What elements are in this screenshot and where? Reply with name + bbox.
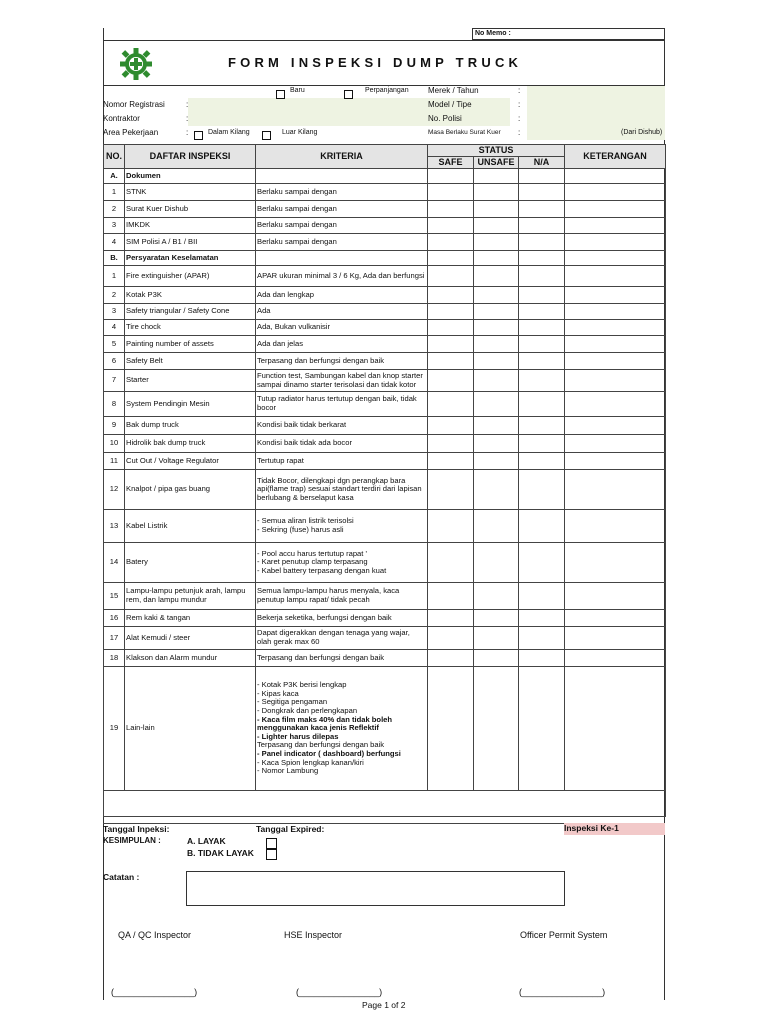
row-number: 17 [104, 627, 125, 650]
unsafe-cell[interactable] [474, 470, 519, 510]
row-number: 10 [104, 435, 125, 453]
safe-cell[interactable] [428, 234, 474, 251]
na-cell[interactable] [519, 201, 565, 218]
safe-cell[interactable] [428, 435, 474, 453]
section-row [104, 169, 666, 184]
table-row [104, 336, 666, 353]
criteria-line: - Kaca film maks 40% dan tidak boleh menggunakan kaca jenis Reflektif [257, 714, 393, 733]
merek-tahun-label: Merek / Tahun [428, 86, 479, 95]
criteria-line: - Segitiga pengaman [257, 697, 328, 707]
row-number: 14 [104, 543, 125, 583]
inspection-item: Kotak P3K [125, 287, 256, 304]
inspection-item: Surat Kuer Dishub [125, 201, 256, 218]
na-cell[interactable] [519, 169, 565, 184]
unsafe-cell[interactable] [474, 610, 519, 627]
keterangan-cell[interactable] [565, 610, 666, 627]
criteria-line: Kondisi baik tidak ada bocor [257, 438, 352, 448]
keterangan-cell[interactable] [565, 510, 666, 543]
keterangan-cell[interactable] [565, 184, 666, 201]
criteria-line: Terpasang dan berfungsi dengan baik [257, 652, 385, 662]
na-cell[interactable] [519, 251, 565, 266]
keterangan-cell[interactable] [565, 453, 666, 470]
table-row [104, 287, 666, 304]
table-row [104, 610, 666, 627]
keterangan-cell[interactable] [565, 266, 666, 287]
row-number: 15 [104, 583, 125, 610]
keterangan-cell[interactable] [565, 392, 666, 417]
layak-checkbox[interactable] [266, 838, 277, 849]
unsafe-cell[interactable] [474, 353, 519, 370]
unsafe-cell[interactable] [474, 417, 519, 435]
criteria-cell [256, 287, 428, 304]
na-cell[interactable] [519, 470, 565, 510]
masa-berlaku-label: Masa Berlaku Surat Kuer [428, 129, 501, 136]
criteria-cell [256, 417, 428, 435]
catatan-box[interactable] [186, 871, 565, 906]
criteria-line: - Lighter harus dilepas [257, 731, 339, 741]
keterangan-cell[interactable] [565, 370, 666, 392]
criteria-cell [256, 583, 428, 610]
unsafe-cell[interactable] [474, 304, 519, 320]
table-row [104, 184, 666, 201]
unsafe-cell[interactable] [474, 370, 519, 392]
criteria-cell [256, 169, 428, 184]
unsafe-cell[interactable] [474, 543, 519, 583]
safe-cell[interactable] [428, 201, 474, 218]
criteria-cell [256, 370, 428, 392]
unsafe-cell[interactable] [474, 184, 519, 201]
row-number: 3 [104, 304, 125, 320]
col-safe-header: SAFE [428, 157, 474, 169]
dari-dishub-note: (Dari Dishub) [621, 129, 663, 136]
criteria-cell [256, 650, 428, 667]
tidak-layak-checkbox[interactable] [266, 849, 277, 860]
safe-cell[interactable] [428, 353, 474, 370]
inspection-item: Safety triangular / Safety Cone [125, 304, 256, 320]
safe-cell[interactable] [428, 370, 474, 392]
criteria-cell [256, 266, 428, 287]
keterangan-cell[interactable] [565, 251, 666, 266]
safe-cell[interactable] [428, 320, 474, 336]
criteria-cell [256, 218, 428, 234]
na-cell[interactable] [519, 510, 565, 543]
table-row [104, 370, 666, 392]
safe-cell[interactable] [428, 453, 474, 470]
section-title: Dokumen [125, 169, 256, 184]
inspection-item: Bak dump truck [125, 417, 256, 435]
unsafe-cell[interactable] [474, 650, 519, 667]
criteria-cell [256, 320, 428, 336]
criteria-line: Semua lampu-lampu harus menyala, kaca penutup lampu rapat/ tidak pecah [257, 586, 400, 604]
na-cell[interactable] [519, 336, 565, 353]
col-unsafe-header: UNSAFE [474, 157, 519, 169]
criteria-cell [256, 336, 428, 353]
na-cell[interactable] [519, 184, 565, 201]
keterangan-cell[interactable] [565, 417, 666, 435]
keterangan-cell[interactable] [565, 353, 666, 370]
keterangan-cell[interactable] [565, 304, 666, 320]
keterangan-cell[interactable] [565, 218, 666, 234]
na-cell[interactable] [519, 453, 565, 470]
inspection-table [103, 144, 666, 817]
criteria-line: Ada, Bukan vulkanisir [257, 322, 331, 332]
na-cell[interactable] [519, 370, 565, 392]
na-cell[interactable] [519, 304, 565, 320]
perpanjangan-checkbox[interactable] [344, 90, 353, 99]
layak-label: A. LAYAK [187, 836, 226, 846]
na-cell[interactable] [519, 667, 565, 791]
inspection-table-body [104, 169, 666, 817]
criteria-line: Bekerja seketika, berfungsi dengan baik [257, 612, 392, 622]
criteria-cell [256, 453, 428, 470]
row-number: 2 [104, 287, 125, 304]
inspection-item: Knalpot / pipa gas buang [125, 470, 256, 510]
safe-cell[interactable] [428, 510, 474, 543]
table-row [104, 304, 666, 320]
na-cell[interactable] [519, 234, 565, 251]
criteria-cell [256, 667, 428, 791]
table-row [104, 470, 666, 510]
criteria-line: Terpasang dan berfungsi dengan baik [257, 740, 385, 750]
luar-kilang-checkbox[interactable] [262, 131, 271, 140]
criteria-line: Ada dan jelas [257, 338, 304, 348]
inspection-item: Tire chock [125, 320, 256, 336]
inspection-item: System Pendingin Mesin [125, 392, 256, 417]
unsafe-cell[interactable] [474, 266, 519, 287]
row-number: 11 [104, 453, 125, 470]
unsafe-cell[interactable] [474, 336, 519, 353]
col-kriteria-header: KRITERIA [256, 145, 428, 169]
dalam-kilang-checkbox[interactable] [194, 131, 203, 140]
criteria-line: - Kaca Spion lengkap kanan/kiri [257, 757, 364, 767]
no-polisi-field[interactable] [527, 112, 665, 126]
inspection-item: Safety Belt [125, 353, 256, 370]
safe-cell[interactable] [428, 336, 474, 353]
baru-checkbox[interactable] [276, 90, 285, 99]
row-number: 5 [104, 336, 125, 353]
col-keterangan-header: KETERANGAN [565, 145, 666, 169]
row-number: 1 [104, 266, 125, 287]
inspection-item: Batery [125, 543, 256, 583]
tidak-layak-label: B. TIDAK LAYAK [187, 848, 254, 858]
inspection-item: STNK [125, 184, 256, 201]
unsafe-cell[interactable] [474, 583, 519, 610]
table-row [104, 583, 666, 610]
safe-cell[interactable] [428, 650, 474, 667]
keterangan-cell[interactable] [565, 336, 666, 353]
inspection-item: Lain-lain [125, 667, 256, 791]
criteria-cell [256, 353, 428, 370]
na-cell[interactable] [519, 218, 565, 234]
criteria-line: - Kabel battery terpasang dengan kuat [257, 565, 387, 575]
criteria-line: - Karet penutup clamp terpasang [257, 557, 368, 567]
safe-cell[interactable] [428, 392, 474, 417]
table-row [104, 353, 666, 370]
table-row [104, 234, 666, 251]
blank-row [104, 791, 666, 817]
table-row [104, 266, 666, 287]
colon: : [186, 114, 189, 123]
row-number: 12 [104, 470, 125, 510]
keterangan-cell[interactable] [565, 234, 666, 251]
unsafe-cell[interactable] [474, 251, 519, 266]
colon: : [186, 100, 189, 109]
catatan-label: Catatan : [103, 872, 140, 882]
na-cell[interactable] [519, 627, 565, 650]
hse-signature-line[interactable]: (________________) [296, 987, 383, 997]
inspeksi-ke-cell: Inspeksi Ke-1 [564, 823, 665, 835]
inspection-item: IMKDK [125, 218, 256, 234]
unsafe-cell[interactable] [474, 218, 519, 234]
col-no-header: NO. [104, 145, 125, 169]
criteria-cell [256, 510, 428, 543]
table-row [104, 201, 666, 218]
qa-qc-inspector-label: QA / QC Inspector [118, 930, 192, 940]
luar-kilang-label: Luar Kilang [282, 129, 318, 136]
safe-cell[interactable] [428, 266, 474, 287]
criteria-line: - Panel indicator ( dashboard) berfungsi [257, 748, 401, 758]
blank-cell [104, 791, 666, 817]
tanggal-expired-label: Tanggal Expired: [256, 824, 325, 834]
table-row [104, 453, 666, 470]
unsafe-cell[interactable] [474, 234, 519, 251]
row-number: 13 [104, 510, 125, 543]
na-cell[interactable] [519, 583, 565, 610]
na-cell[interactable] [519, 392, 565, 417]
criteria-line: - Kipas kaca [257, 688, 299, 698]
safe-cell[interactable] [428, 417, 474, 435]
keterangan-cell[interactable] [565, 287, 666, 304]
model-tipe-field[interactable] [527, 98, 665, 112]
safe-cell[interactable] [428, 251, 474, 266]
row-number: 4 [104, 320, 125, 336]
criteria-line: - Sekring (fuse) harus asli [257, 525, 344, 534]
unsafe-cell[interactable] [474, 453, 519, 470]
col-na-header: N/A [519, 157, 565, 169]
row-number: B. [104, 251, 125, 266]
table-row [104, 627, 666, 650]
criteria-line: Kondisi baik tidak berkarat [257, 420, 347, 430]
keterangan-cell[interactable] [565, 667, 666, 791]
row-number: 2 [104, 201, 125, 218]
safe-cell[interactable] [428, 287, 474, 304]
area-pekerjaan-label: Area Pekerjaan [103, 128, 159, 137]
criteria-cell [256, 184, 428, 201]
criteria-line: Terpasang dan berfungsi dengan baik [257, 355, 385, 365]
criteria-cell [256, 304, 428, 320]
unsafe-cell[interactable] [474, 435, 519, 453]
safe-cell[interactable] [428, 543, 474, 583]
section-title: Persyaratan Keselamatan [125, 251, 256, 266]
perpanjangan-label: Perpanjangan [365, 87, 409, 94]
unsafe-cell[interactable] [474, 627, 519, 650]
keterangan-cell[interactable] [565, 470, 666, 510]
row-number: 3 [104, 218, 125, 234]
table-row [104, 218, 666, 234]
inspection-item: Fire extinguisher (APAR) [125, 266, 256, 287]
qa-signature-line[interactable]: (________________) [111, 987, 198, 997]
na-cell[interactable] [519, 543, 565, 583]
colon: : [518, 128, 521, 137]
criteria-line: Berlaku sampai dengan [257, 220, 337, 230]
keterangan-cell[interactable] [565, 320, 666, 336]
criteria-line: Berlaku sampai dengan [257, 203, 337, 213]
keterangan-cell[interactable] [565, 650, 666, 667]
table-row [104, 392, 666, 417]
unsafe-cell[interactable] [474, 320, 519, 336]
row-number: 1 [104, 184, 125, 201]
criteria-line: - Dongkrak dan perlengkapan [257, 706, 358, 716]
safe-cell[interactable] [428, 610, 474, 627]
na-cell[interactable] [519, 417, 565, 435]
colon: : [518, 86, 521, 95]
criteria-line: - Kotak P3K berisi lengkap [257, 680, 347, 690]
kontraktor-label: Kontraktor [103, 114, 140, 123]
col-daftar-header: DAFTAR INSPEKSI [125, 145, 256, 169]
section-row [104, 251, 666, 266]
keterangan-cell[interactable] [565, 201, 666, 218]
table-row [104, 435, 666, 453]
table-row [104, 510, 666, 543]
safe-cell[interactable] [428, 627, 474, 650]
na-cell[interactable] [519, 650, 565, 667]
criteria-line: Berlaku sampai dengan [257, 236, 337, 246]
unsafe-cell[interactable] [474, 510, 519, 543]
row-number: A. [104, 169, 125, 184]
inspection-item: Painting number of assets [125, 336, 256, 353]
gear-cross-logo-icon [118, 47, 154, 81]
row-number: 18 [104, 650, 125, 667]
criteria-line: - Semua aliran listrik terisolsi [257, 516, 354, 526]
hse-inspector-label: HSE Inspector [284, 930, 343, 940]
unsafe-cell[interactable] [474, 169, 519, 184]
inspection-item: Klakson dan Alarm mundur [125, 650, 256, 667]
inspection-item: Starter [125, 370, 256, 392]
row-number: 19 [104, 667, 125, 791]
na-cell[interactable] [519, 353, 565, 370]
keterangan-cell[interactable] [565, 169, 666, 184]
criteria-cell [256, 470, 428, 510]
na-cell[interactable] [519, 266, 565, 287]
na-cell[interactable] [519, 287, 565, 304]
no-polisi-label: No. Polisi [428, 114, 462, 123]
row-number: 8 [104, 392, 125, 417]
table-row [104, 543, 666, 583]
criteria-cell [256, 251, 428, 266]
inspection-item: SIM Polisi A / B1 / BII [125, 234, 256, 251]
nomor-registrasi-label: Nomor Registrasi [103, 100, 165, 109]
row-number: 9 [104, 417, 125, 435]
table-row [104, 650, 666, 667]
safe-cell[interactable] [428, 470, 474, 510]
criteria-line: Ada dan lengkap [257, 289, 315, 299]
safe-cell[interactable] [428, 667, 474, 791]
row-number: 7 [104, 370, 125, 392]
keterangan-cell[interactable] [565, 627, 666, 650]
colon: : [518, 100, 521, 109]
criteria-line: - Pool accu harus tertutup rapat ' [257, 548, 367, 558]
keterangan-cell[interactable] [565, 435, 666, 453]
criteria-line: Berlaku sampai dengan [257, 186, 337, 196]
criteria-line: - Nomor Lambung [257, 766, 319, 776]
inspection-item: Cut Out / Voltage Regulator [125, 453, 256, 470]
safe-cell[interactable] [428, 583, 474, 610]
criteria-line: Tertutup rapat [257, 455, 304, 465]
colon: : [186, 128, 189, 137]
criteria-cell [256, 610, 428, 627]
keterangan-cell[interactable] [565, 583, 666, 610]
criteria-cell [256, 435, 428, 453]
criteria-line: Tutup radiator harus tertutup dengan baik, tidak bocor [257, 394, 417, 412]
table-row [104, 417, 666, 435]
officer-signature-line[interactable]: (________________) [519, 987, 606, 997]
inspection-item: Alat Kemudi / steer [125, 627, 256, 650]
inspection-item: Kabel Listrik [125, 510, 256, 543]
table-row [104, 320, 666, 336]
criteria-line: Tidak Bocor, dilengkapi dgn perangkap bara api(flame trap) sesuai standart terdiri dari lapisan berlubang & berselaput kasa [257, 475, 422, 502]
tanggal-inspeksi-label: Tanggal Inpeksi: [103, 824, 170, 834]
keterangan-cell[interactable] [565, 543, 666, 583]
table-row [104, 667, 666, 791]
criteria-cell [256, 201, 428, 218]
criteria-line: Ada [257, 306, 271, 316]
baru-label: Baru [290, 87, 305, 94]
safe-cell[interactable] [428, 184, 474, 201]
unsafe-cell[interactable] [474, 287, 519, 304]
page-number: Page 1 of 2 [362, 1000, 406, 1010]
criteria-cell [256, 627, 428, 650]
inspection-item: Rem kaki & tangan [125, 610, 256, 627]
inspection-item: Lampu-lampu petunjuk arah, lampu rem, dan lampu mundur [125, 583, 256, 610]
col-status-header: STATUS [428, 145, 565, 157]
model-tipe-label: Model / Tipe [428, 100, 472, 109]
na-cell[interactable] [519, 435, 565, 453]
safe-cell[interactable] [428, 218, 474, 234]
colon: : [518, 114, 521, 123]
unsafe-cell[interactable] [474, 201, 519, 218]
unsafe-cell[interactable] [474, 392, 519, 417]
form-title: FORM INSPEKSI DUMP TRUCK [228, 55, 523, 70]
na-cell[interactable] [519, 320, 565, 336]
unsafe-cell[interactable] [474, 667, 519, 791]
row-number: 16 [104, 610, 125, 627]
dalam-kilang-label: Dalam Kilang [208, 129, 250, 136]
row-number: 4 [104, 234, 125, 251]
merek-tahun-field[interactable] [527, 86, 665, 98]
criteria-cell [256, 392, 428, 417]
criteria-cell [256, 543, 428, 583]
na-cell[interactable] [519, 610, 565, 627]
criteria-line: APAR ukuran minimal 3 / 6 Kg, Ada dan berfungsi [257, 270, 425, 280]
officer-permit-label: Officer Permit System [520, 930, 608, 940]
inspection-item: Hidrolik bak dump truck [125, 435, 256, 453]
memo-field[interactable]: No Memo : [472, 28, 665, 40]
safe-cell[interactable] [428, 169, 474, 184]
criteria-cell [256, 234, 428, 251]
safe-cell[interactable] [428, 304, 474, 320]
criteria-line: Dapat digerakkan dengan tenaga yang wajar, olah gerak max 60 [257, 628, 410, 646]
row-number: 6 [104, 353, 125, 370]
kesimpulan-label: KESIMPULAN : [103, 836, 161, 845]
criteria-line: Function test, Sambungan kabel dan knop starter sampai dinamo starter terisolasi dan tidak kotor [257, 370, 423, 389]
